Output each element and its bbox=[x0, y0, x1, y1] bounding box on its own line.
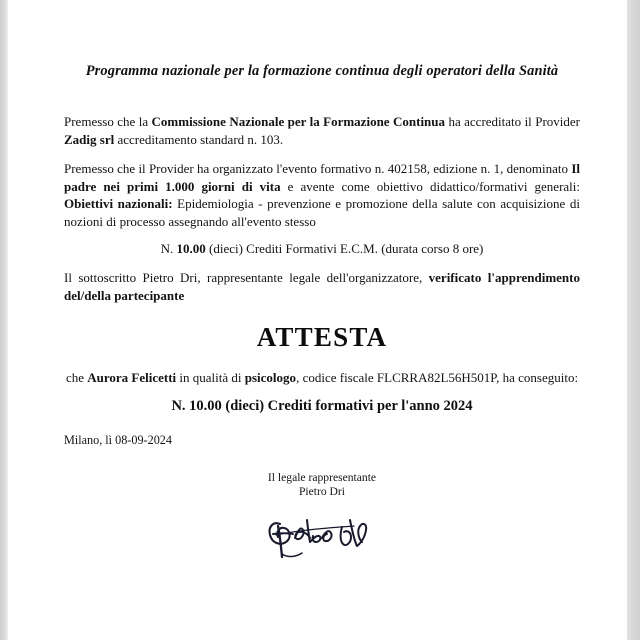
sottoscritto-verified-statement: verificato l'apprendimento del/della partecipante bbox=[64, 270, 580, 303]
sottoscritto-text-part1: Il sottoscritto Pietro Dri, rappresentante legale dell'organizzatore, bbox=[64, 270, 429, 285]
page-right-edge-shadow bbox=[627, 0, 640, 640]
signature-role-label: Il legale rappresentante bbox=[267, 471, 377, 484]
participant-profession: psicologo bbox=[244, 370, 297, 385]
signature-block bbox=[64, 471, 580, 560]
attesta-heading: ATTESTA bbox=[256, 322, 388, 352]
page-title: Programma nazionale per la formazione continua degli operatori della Sanità bbox=[85, 63, 559, 79]
participant-line bbox=[64, 370, 580, 386]
premesso1-text-part1: Premesso che la bbox=[64, 114, 152, 129]
credits-ecm-prefix: N. bbox=[160, 241, 177, 256]
credits-ecm-value: 10.00 bbox=[176, 241, 206, 256]
page-left-edge-shadow bbox=[0, 0, 8, 640]
paragraph-sottoscritto bbox=[64, 269, 580, 304]
premesso1-text-part2: ha accreditato il Provider bbox=[445, 114, 580, 129]
participant-role-prefix: in qualità di bbox=[176, 370, 245, 385]
premesso2-text-part2: e avente come obiettivo didattico/formativi generali: bbox=[280, 178, 581, 194]
premesso1-text-part3: accreditamento standard n. 103. bbox=[114, 131, 284, 147]
participant-prefix: che bbox=[65, 370, 88, 385]
credits-ecm-line bbox=[64, 241, 580, 257]
premesso2-event-name: Il padre nei primi 1.000 giorni di vita bbox=[64, 161, 580, 194]
premesso1-commission-name: Commissione Nazionale per la Formazione Continua bbox=[151, 114, 446, 129]
place-and-date: Milano, lì 08-09-2024 bbox=[64, 433, 172, 447]
page-content-area bbox=[64, 0, 580, 640]
participant-fiscal-code-text: , codice fiscale FLCRRA82L56H501P, ha conseguito: bbox=[296, 370, 579, 385]
handwritten-signature-icon bbox=[262, 508, 382, 560]
paragraph-premesso-evento bbox=[64, 160, 580, 230]
credits-ecm-suffix: (dieci) Crediti Formativi E.C.M. (durata corso 8 ore) bbox=[205, 241, 484, 256]
premesso2-objectives-label: Obiettivi nazionali: bbox=[64, 196, 173, 211]
certificate-page bbox=[8, 0, 627, 640]
premesso1-provider-name: Zadig srl bbox=[64, 131, 115, 147]
credits-year-line: N. 10.00 (dieci) Crediti formativi per l'anno 2024 bbox=[171, 398, 473, 414]
paragraph-premesso-provider bbox=[64, 113, 580, 148]
participant-name: Aurora Felicetti bbox=[87, 370, 177, 385]
signature-name-label: Pietro Dri bbox=[298, 485, 346, 498]
premesso2-text-part1: Premesso che il Provider ha organizzato l'evento formativo n. 402158, edizione n. 1, denominato bbox=[64, 161, 572, 176]
premesso2-text-part3: Epidemiologia - prevenzione e promozione della salute con acquisizione di nozioni di processo assegnando all'evento stesso bbox=[64, 196, 580, 229]
